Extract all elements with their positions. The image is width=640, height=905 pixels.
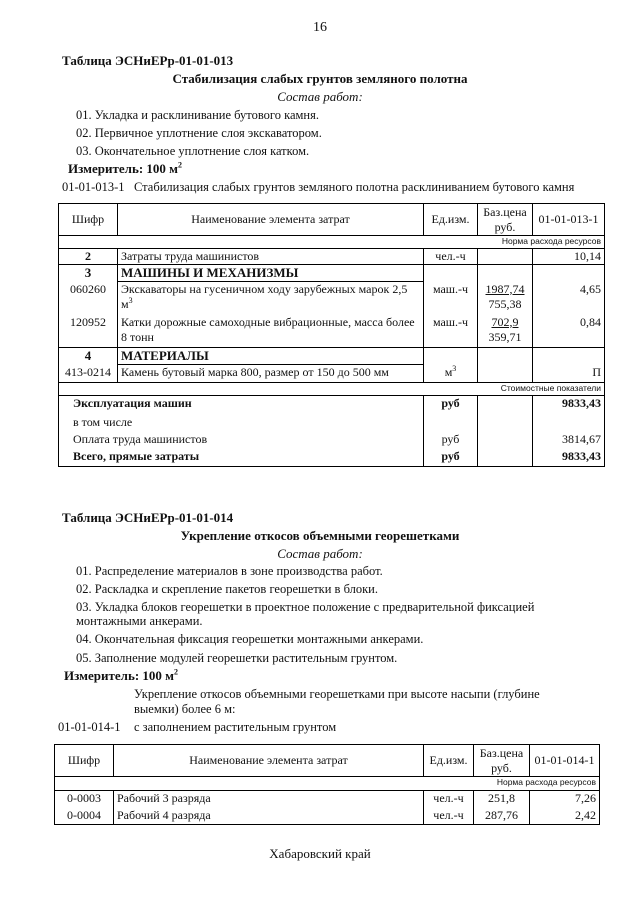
table-1-work-item: 01. Укладка и расклинивание бутового камня. <box>76 108 319 122</box>
row-value: 0,84 <box>533 315 605 348</box>
row-value: 7,26 <box>530 791 600 808</box>
table-2-meter: Измеритель: 100 $м^2$ <box>64 667 179 683</box>
row-price: 251,8 <box>474 791 530 808</box>
table-2-work-item: 04. Окончательная фиксация георешетки монтажными анкерами. <box>76 632 424 646</box>
cost-unit: руб <box>424 432 478 449</box>
row-name: Катки дорожные самоходные вибрационные, масса более 8 тонн <box>118 315 424 348</box>
row-name: Рабочий 3 разряда <box>114 791 424 808</box>
table-header-row <box>55 745 600 777</box>
cost-unit: руб <box>424 396 478 415</box>
row-code: 413-0214 <box>59 365 118 383</box>
table-row <box>59 315 605 348</box>
row-price <box>478 365 533 383</box>
row-name: Рабочий 4 разряда <box>114 808 424 825</box>
table-2-work-item: 03. Укладка блоков георешетки в проектное положение с предварительной фиксацией <box>76 600 535 614</box>
cost-row <box>59 396 605 415</box>
table-row <box>59 365 605 383</box>
section-code: 4 <box>59 348 118 365</box>
cost-value: 9833,43 <box>533 396 605 415</box>
cost-value: 3814,67 <box>533 432 605 449</box>
row-name: Камень бутовый марка 800, размер от 150 до 500 мм <box>118 365 424 383</box>
table-1-work-item: 03. Окончательное уплотнение слоя катком. <box>76 144 310 158</box>
section-row <box>59 348 605 365</box>
row-code: 060260 <box>59 282 118 315</box>
table-2-group-description-continued: выемки) более 6 м: <box>134 702 236 716</box>
estimate-table-2 <box>54 744 600 825</box>
table-2-item-description: с заполнением растительным грунтом <box>134 720 337 734</box>
table-2-item-code: 01-01-014-1 <box>58 720 121 734</box>
header-column-code: 01-01-013-1 <box>533 204 605 236</box>
row-unit: $м^3$ <box>424 365 478 383</box>
row-name: Затраты труда машинистов <box>118 249 424 265</box>
cost-row-total <box>59 449 605 467</box>
row-value: 10,14 <box>533 249 605 265</box>
row-value: 4,65 <box>533 282 605 315</box>
header-unit: Ед.изм. <box>424 745 474 777</box>
cost-label: Стоимостные показатели <box>59 383 605 396</box>
row-unit: чел.-ч <box>424 791 474 808</box>
row-price <box>478 249 533 265</box>
section-name: МАШИНЫ И МЕХАНИЗМЫ <box>118 265 424 282</box>
table-row <box>55 791 600 808</box>
header-price: Баз.цена руб. <box>478 204 533 236</box>
table-1-item-code: 01-01-013-1 <box>62 180 125 194</box>
table-header-row <box>59 204 605 236</box>
section-row <box>59 265 605 282</box>
table-row <box>59 282 605 315</box>
table-1-composition-label: Состав работ: <box>277 89 363 104</box>
row-unit: маш.-ч <box>424 315 478 348</box>
row-price: 287,76 <box>474 808 530 825</box>
cost-unit: руб <box>424 449 478 467</box>
row-value: 2,42 <box>530 808 600 825</box>
estimate-table-1 <box>58 203 605 467</box>
table-1-item-description: Стабилизация слабых грунтов земляного полотна расклиниванием бутового камня <box>134 180 575 194</box>
row-code: 0-0003 <box>55 791 114 808</box>
table-1-work-item: 02. Первичное уплотнение слоя экскаватором. <box>76 126 322 140</box>
header-price: Баз.цена руб. <box>474 745 530 777</box>
table-2-composition-label: Состав работ: <box>277 546 363 561</box>
row-code: 2 <box>59 249 118 265</box>
cost-name: Оплата труда машинистов <box>59 432 424 449</box>
row-code: 120952 <box>59 315 118 348</box>
row-price: 702,9 359,71 <box>478 315 533 348</box>
row-price: 1987,74 755,38 <box>478 282 533 315</box>
table-row <box>59 249 605 265</box>
table-1-subtitle: Стабилизация слабых грунтов земляного полотна <box>172 71 468 86</box>
row-unit: маш.-ч <box>424 282 478 315</box>
table-2-subtitle: Укрепление откосов объемными георешетками <box>180 528 460 543</box>
table-row <box>55 808 600 825</box>
header-cipher: Шифр <box>59 204 118 236</box>
table-2-work-item: 02. Раскладка и скрепление пакетов георешетки в блоки. <box>76 582 378 596</box>
cost-name: Эксплуатация машин <box>59 396 424 415</box>
norm-label: Норма расхода ресурсов <box>55 777 600 791</box>
table-2-work-item: 05. Заполнение модулей георешетки растительным грунтом. <box>76 651 398 665</box>
row-name: Экскаваторы на гусеничном ходу зарубежных марок 2,5 $м^3$ <box>118 282 424 315</box>
header-cipher: Шифр <box>55 745 114 777</box>
header-name: Наименование элемента затрат <box>114 745 424 777</box>
header-column-code: 01-01-014-1 <box>530 745 600 777</box>
table-1-meter: Измеритель: 100 $м^2$ <box>68 160 183 176</box>
table-2-work-item-continued: монтажными анкерами. <box>76 614 203 628</box>
cost-row <box>59 415 605 432</box>
row-unit: чел.-ч <box>424 808 474 825</box>
section-code: 3 <box>59 265 118 282</box>
page-number: 16 <box>313 20 327 35</box>
table-2-title: Таблица ЭСНиЕРр-01-01-014 <box>62 510 234 525</box>
cost-row <box>59 432 605 449</box>
header-name: Наименование элемента затрат <box>118 204 424 236</box>
table-2-group-description: Укрепление откосов объемными георешетками при высоте насыпи (глубине <box>134 687 540 701</box>
cost-name: Всего, прямые затраты <box>59 449 424 467</box>
table-1-title: Таблица ЭСНиЕРр-01-01-013 <box>62 53 234 68</box>
cost-name: в том числе <box>59 415 424 432</box>
row-value: П <box>533 365 605 383</box>
row-unit: чел.-ч <box>424 249 478 265</box>
header-unit: Ед.изм. <box>424 204 478 236</box>
section-name: МАТЕРИАЛЫ <box>118 348 424 365</box>
cost-value: 9833,43 <box>533 449 605 467</box>
page-footer: Хабаровский край <box>269 846 371 861</box>
row-code: 0-0004 <box>55 808 114 825</box>
norm-label: Норма расхода ресурсов <box>59 236 605 249</box>
table-2-work-item: 01. Распределение материалов в зоне производства работ. <box>76 564 383 578</box>
